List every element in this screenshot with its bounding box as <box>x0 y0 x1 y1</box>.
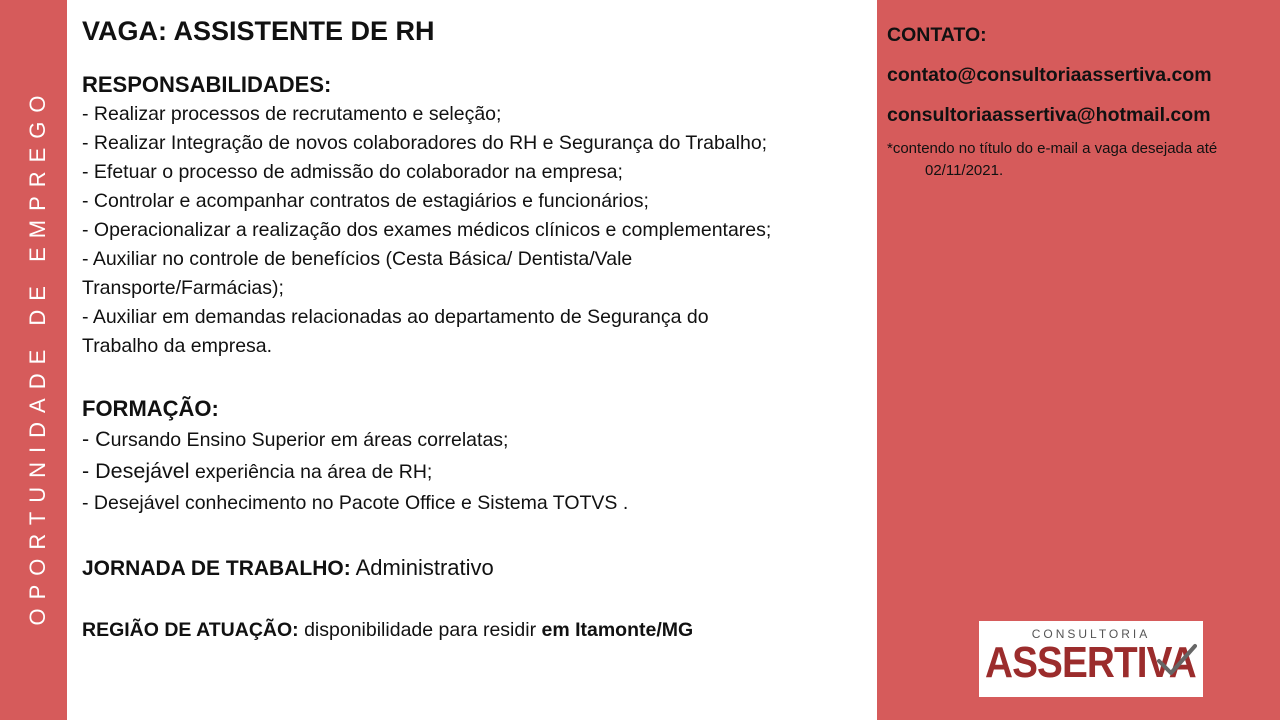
left-side-bar <box>0 0 67 720</box>
company-logo <box>979 621 1203 697</box>
formacao-heading: FORMAÇÃO: <box>82 396 219 421</box>
formacao-item-prefix: - Desejável <box>82 459 190 483</box>
regiao-line <box>82 619 693 642</box>
formacao-section <box>82 394 628 519</box>
email-primary[interactable]: contato@consultoriaassertiva.com <box>887 64 1212 86</box>
regiao-label: REGIÃO DE ATUAÇÃO: <box>82 619 299 641</box>
formacao-item-prefix: - C <box>82 427 111 451</box>
logo-subtitle: CONSULTORIA <box>1031 627 1151 641</box>
formacao-item-text: ursando Ensino Superior em áreas correlatas; <box>110 429 509 451</box>
formacao-item: - Desejável conhecimento no Pacote Office e Sistema TOTVS . <box>82 492 629 514</box>
responsabilidade-item: - Realizar processos de recrutamento e seleção; <box>82 103 502 125</box>
regiao-location: em Itamonte/MG <box>541 619 694 641</box>
contact-content <box>887 22 1280 182</box>
formacao-item <box>82 424 628 456</box>
responsabilidade-item: - Auxiliar em demandas relacionadas ao departamento de Segurança do <box>82 306 709 328</box>
jornada-label: JORNADA DE TRABALHO: <box>82 557 351 580</box>
contact-heading: CONTATO: <box>887 24 987 46</box>
responsabilidades-section <box>82 70 771 361</box>
contact-note: *contendo no título do e-mail a vaga desejada até 02/11/2021. <box>887 140 1218 179</box>
responsabilidade-item: - Controlar e acompanhar contratos de estagiários e funcionários; <box>82 190 649 212</box>
responsabilidade-item: - Efetuar o processo de admissão do colaborador na empresa; <box>82 161 623 183</box>
logo-wordmark: ASSERTIVA <box>985 638 1196 687</box>
responsabilidade-item: - Realizar Integração de novos colaboradores do RH e Segurança do Trabalho; <box>82 132 768 154</box>
formacao-item-text: experiência na área de RH; <box>189 461 433 483</box>
regiao-value: disponibilidade para residir <box>298 619 542 641</box>
responsabilidades-heading: RESPONSABILIDADES: <box>82 72 332 97</box>
jornada-line <box>82 555 494 581</box>
responsabilidade-item: - Operacionalizar a realização dos exames médicos clínicos e complementares; <box>82 219 772 241</box>
job-title: VAGA: ASSISTENTE DE RH <box>82 16 435 46</box>
formacao-item <box>82 456 628 488</box>
email-secondary[interactable]: consultoriaassertiva@hotmail.com <box>887 104 1211 126</box>
responsabilidade-item: - Auxiliar no controle de benefícios (Cesta Básica/ Dentista/Vale <box>82 248 633 270</box>
responsabilidade-item: Trabalho da empresa. <box>82 335 273 357</box>
side-label: OPORTUNIDADE DE EMPREGO <box>25 86 50 626</box>
contact-panel <box>877 0 1280 720</box>
jornada-value: Administrativo <box>350 555 494 580</box>
checkmark-icon <box>1157 643 1197 677</box>
responsabilidade-item: Transporte/Farmácias); <box>82 277 284 299</box>
